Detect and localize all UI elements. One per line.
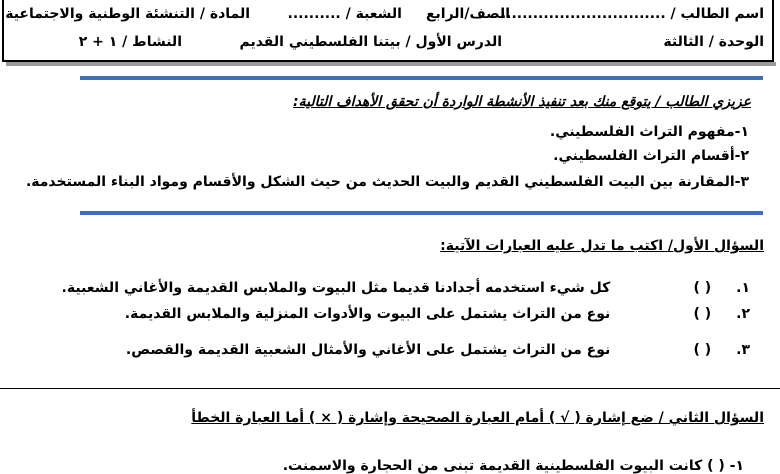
question-2-instruction: ضع إشارة ( √ ) أمام العبارة الصحيحة وإشارة ( × ) أما العبارة الخطأ (191, 410, 659, 426)
header-shadow (6, 62, 776, 66)
goal-item: ٢-أقسام التراث الفلسطيني. (553, 148, 749, 164)
question-1-label: السؤال الأول/ (667, 238, 764, 254)
answer-blank[interactable]: ( ) (693, 306, 712, 322)
goals-box (25, 76, 763, 215)
activity-label: النشاط / ١ + ٢ (78, 34, 182, 50)
grade-label: الصف/الرابع (425, 6, 510, 22)
goals-intro: عزيزي الطالب / يتوقع منك بعد تنفيذ الأنشطة الواردة أن تحقق الأهداف التالية: (293, 94, 751, 110)
item-text: نوع من التراث يشتمل على الأغاني والأمثال الشعبية القديمة والقصص. (125, 342, 611, 358)
question-2-title (191, 410, 764, 426)
header-row-2 (4, 30, 772, 54)
goal-item: ١-مفهوم التراث الفلسطيني. (549, 124, 749, 140)
header-row-1 (4, 2, 772, 26)
goal-item: ٣-المقارنة بين البيت الفلسطيني القديم والبيت الحديث من حيث الشكل والأقسام ومواد البناء المستخدمة. (25, 174, 749, 190)
worksheet-header (2, 0, 774, 62)
section-field: الشعبة / .......... (287, 6, 402, 22)
item-number: ٢. (736, 306, 750, 322)
item-text: نوع من التراث يشتمل على البيوت والأدوات المنزلية والملابس القديمة. (124, 306, 611, 322)
question-2-label: السؤال الثاني / (658, 410, 764, 426)
lesson-label: الدرس الأول / بيتنا الفلسطيني القديم (239, 34, 502, 50)
item-text: كل شيء استخدمه أجدادنا قديما مثل البيوت والملابس القديمة والأغاني الشعبية. (61, 280, 611, 296)
section-divider (0, 388, 780, 389)
question-1-item (62, 278, 750, 298)
subject-label: المادة / التنشئة الوطنية والاجتماعية (5, 6, 250, 22)
unit-label: الوحدة / الثالثة (663, 34, 764, 50)
question-1-item (125, 304, 750, 324)
answer-blank[interactable]: ( ) (693, 342, 712, 358)
question-1-title (440, 238, 764, 254)
student-name-field: اسم الطالب / ............................... (500, 6, 764, 22)
item-number: ١. (736, 280, 750, 296)
answer-blank[interactable]: ( ) (693, 280, 712, 296)
question-1-item (126, 340, 750, 360)
question-1-instruction: اكتب ما تدل عليه العبارات الآتية: (440, 238, 668, 254)
question-2-item-partial: ١- ( ) كانت البيوت الفلسطينية القديمة تبنى من الحجارة والاسمنت. (282, 458, 744, 474)
item-number: ٣. (736, 342, 750, 358)
